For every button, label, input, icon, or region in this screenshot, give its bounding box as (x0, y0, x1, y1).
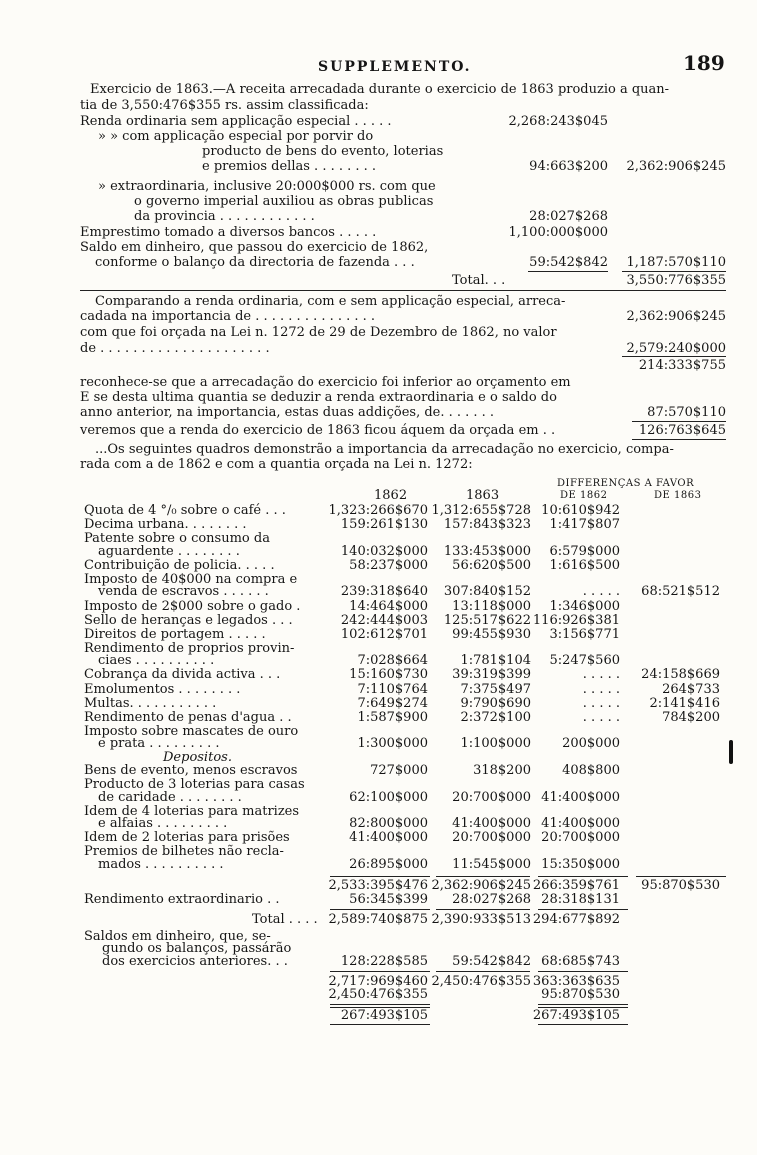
table-cell-b: 1:100$000 (460, 736, 531, 752)
table-cell-a: 7:028$664 (357, 653, 428, 669)
table-head-1862: 1862 (374, 488, 408, 503)
table-cell-c: . . . . . (582, 681, 620, 697)
table-row-label: dos exercicios anteriores. . . (102, 953, 288, 969)
tables-intro-line-1: ...Os seguintes quadros demonstrão a importancia da arrecadação no exercicio, compa- (95, 442, 674, 457)
table-cell-a: 7:649$274 (357, 695, 428, 711)
table-cell-a: 15:160$730 (349, 667, 428, 683)
table-cell-c: . . . . . (582, 695, 620, 711)
table-row-label: Rendimento de proprios provin- (84, 640, 295, 656)
table-cell-b: 20:700$000 (452, 830, 531, 846)
table-cell-b: 1,312:655$728 (431, 503, 531, 518)
table-row-label: Direitos de portagem . . . . . (84, 626, 266, 642)
table-cell-c: 41:400$000 (541, 789, 620, 805)
comparison-collected-value: 2,362:906$245 (626, 309, 726, 324)
receipt-ordinary-subtotal: 2,362:906$245 (626, 159, 726, 174)
table-row-label: Idem de 4 loterias para matrizes (84, 803, 300, 819)
table-cell-b: 99:455$930 (452, 626, 531, 642)
comparison-line-6: E se desta ultima quantia se deduzir a renda extraordinaria e o saldo do (80, 390, 557, 405)
receipt-balance-label-2: conforme o balanço da directoria de fazenda . . . (95, 255, 415, 270)
table-cell-b: 1:781$104 (460, 653, 531, 669)
table-cell-c: 95:870$530 (541, 986, 620, 1002)
table-cell-d: 784$200 (662, 709, 720, 725)
table-cell-b: 41:400$000 (452, 816, 531, 832)
intro-line-2: tia de 3,550:476$355 rs. assim classificada: (80, 98, 369, 113)
rule (528, 271, 608, 272)
table-row-label: Multas. . . . . . . . . . . (84, 695, 217, 711)
table-row-label: Cobrança da divida activa . . . (84, 667, 281, 683)
table-cell-b: 318$200 (473, 762, 531, 778)
table-cell-c: 1:616$500 (549, 557, 620, 573)
table-row-label: Producto de 3 loterias para casas (84, 777, 305, 792)
table-cell-a: 1:300$000 (357, 736, 428, 752)
table-cell-c: 1:417$807 (549, 517, 620, 533)
table-cell-a: 56:345$399 (349, 891, 428, 907)
table-cell-b: 56:620$500 (452, 557, 531, 573)
table-row-label: Premios de bilhetes não recla- (84, 844, 284, 860)
table-row-label: Imposto sobre mascates de ouro (84, 723, 299, 739)
table-row-label: Saldos em dinheiro, que, se- (84, 928, 271, 944)
table-row-label: Bens de evento, menos escravos (84, 762, 298, 778)
table-cell-c: 68:685$743 (541, 953, 620, 969)
comparison-line-4: de . . . . . . . . . . . . . . . . . . . . . (80, 341, 270, 356)
table-row-label: ciaes . . . . . . . . . . (98, 653, 215, 669)
receipt-extra-subtotal: 1,187:570$110 (626, 255, 726, 270)
table-cell-b: 133:453$000 (443, 543, 531, 559)
table-total-label: Total . . . . (252, 911, 318, 927)
receipt-ordinary-label: Renda ordinaria sem applicação especial . . . . . (80, 114, 392, 129)
table-cell-a: 2,533:395$476 (328, 877, 428, 893)
table-row-label: gundo os balanços, passárão (102, 941, 292, 957)
tables-intro-line-2: rada com a de 1862 e com a quantia orçada na Lei n. 1272: (80, 457, 473, 472)
table-row-label: e prata . . . . . . . . . (98, 736, 220, 752)
table-row-label: mados . . . . . . . . . . (98, 856, 224, 872)
running-head: SUPPLEMENTO. (318, 59, 472, 75)
intro-line-1: Exercicio de 1863.—A receita arrecadada durante o exercicio de 1863 produzio a quan- (90, 82, 670, 97)
table-cell-a: 2,589:740$875 (328, 911, 428, 927)
table-row-label: venda de escravos . . . . . . (98, 584, 269, 600)
table-cell-b: 307:840$152 (443, 584, 531, 600)
table-cell-b: 59:542$842 (452, 953, 531, 969)
receipt-special-label-2: producto de bens do evento, loterias (202, 144, 444, 159)
table-rule (330, 909, 430, 910)
table-cell-b: 9:790$690 (460, 695, 531, 711)
comparison-budget-value: 2,579:240$000 (626, 341, 726, 356)
margin-ink-mark (729, 740, 733, 764)
table-cell-c: 28:318$131 (541, 891, 620, 907)
comparison-additions-value: 87:570$110 (647, 405, 726, 420)
table-cell-d: 95:870$530 (641, 877, 720, 893)
table-rule (538, 1024, 628, 1025)
table-row-label: de caridade . . . . . . . . (98, 789, 242, 805)
table-cell-a: 1,323:266$670 (328, 503, 428, 518)
table-cell-a: 82:800$000 (349, 816, 428, 832)
table-cell-a: 239:318$640 (340, 584, 428, 600)
table-cell-c: 41:400$000 (541, 816, 620, 832)
receipt-extra-label-2: o governo imperial auxiliou as obras publicas (134, 194, 434, 209)
table-section-label: Depositos. (163, 750, 232, 766)
table-cell-c: 363:363$635 (532, 973, 620, 989)
table-row-label: Quota de 4 °/₀ sobre o café . . . (84, 503, 286, 518)
table-cell-c: 5:247$560 (549, 653, 620, 669)
table-cell-c: 10:610$942 (541, 503, 620, 518)
comparison-line-1: Comparando a renda ordinaria, com e sem applicação especial, arreca- (95, 294, 566, 309)
table-row-label: Imposto de 40$000 na compra e (84, 571, 298, 587)
table-cell-a: 26:895$000 (349, 856, 428, 872)
table-cell-c: . . . . . (582, 667, 620, 683)
table-cell-c: 20:700$000 (541, 830, 620, 846)
table-cell-b: 13:118$000 (452, 598, 531, 614)
table-rule (436, 971, 530, 972)
table-cell-b: 28:027$268 (452, 891, 531, 907)
table-row-label: Rendimento de penas d'agua . . (84, 709, 292, 725)
table-cell-c: . . . . . (582, 709, 620, 725)
table-cell-a: 267:493$105 (340, 1007, 428, 1023)
table-cell-a: 128:228$585 (340, 953, 428, 969)
table-cell-a: 1:587$900 (357, 709, 428, 725)
table-row-label: Sello de heranças e legados . . . (84, 612, 293, 628)
table-cell-a: 159:261$130 (340, 517, 428, 533)
table-cell-c: . . . . . (582, 584, 620, 600)
receipt-balance-label-1: Saldo em dinheiro, que passou do exercicio de 1862, (80, 240, 429, 255)
table-cell-b: 2,450:476$355 (431, 973, 531, 989)
table-rule (330, 971, 430, 972)
table-cell-c: 1:346$000 (549, 598, 620, 614)
table-cell-b: 2:372$100 (460, 709, 531, 725)
table-cell-d: 264$733 (662, 681, 720, 697)
receipt-special-label-1: » » com applicação especial por porvir do (98, 129, 374, 144)
table-head-favor-1863: DE 1863 (654, 490, 702, 501)
receipt-total-label: Total. . . (452, 273, 506, 288)
table-cell-d: 68:521$512 (641, 584, 720, 600)
receipt-extra-label-1: » extraordinaria, inclusive 20:000$000 rs. com que (98, 179, 436, 194)
table-rule (436, 909, 530, 910)
receipt-ordinary-value: 2,268:243$045 (508, 114, 608, 129)
table-rule (538, 909, 628, 910)
table-head-1863: 1863 (466, 488, 500, 503)
receipt-loan-value: 1,100:000$000 (508, 225, 608, 240)
table-rule (538, 876, 628, 877)
table-cell-b: 125:517$622 (443, 612, 531, 628)
table-cell-c: 116:926$381 (532, 612, 620, 628)
table-cell-b: 2,362:906$245 (431, 877, 531, 893)
table-cell-b: 7:375$497 (460, 681, 531, 697)
table-row-label: Decima urbana. . . . . . . . (84, 517, 247, 533)
table-row-label: Emolumentos . . . . . . . . (84, 681, 241, 697)
receipt-loan-label: Emprestimo tomado a diversos bancos . . . . . (80, 225, 377, 240)
table-cell-b: 39:319$399 (452, 667, 531, 683)
table-cell-c: 408$800 (562, 762, 620, 778)
table-cell-b: 20:700$000 (452, 789, 531, 805)
comparison-line-2: cadada na importancia de . . . . . . . . . . . . . . . (80, 309, 376, 324)
table-row-label: e alfaias . . . . . . . . . (98, 816, 228, 832)
table-cell-c: 294:677$892 (532, 911, 620, 927)
table-row-label: Imposto de 2$000 sobre o gado . (84, 598, 301, 614)
table-cell-b: 157:843$323 (443, 517, 531, 533)
table-cell-a: 14:464$000 (349, 598, 428, 614)
table-cell-a: 727$000 (370, 762, 428, 778)
table-cell-a: 2,450:476$355 (328, 986, 428, 1002)
comparison-line-8: veremos que a renda do exercicio de 1863 ficou áquem da orçada em . . (80, 423, 556, 438)
rule (632, 439, 726, 440)
table-cell-c: 3:156$771 (549, 626, 620, 642)
rule (622, 356, 726, 357)
table-rule (538, 971, 628, 972)
table-rule (436, 876, 530, 877)
table-head-favor-1862: DE 1862 (560, 490, 608, 501)
table-cell-a: 242:444$003 (340, 612, 428, 628)
table-row-label: Contribuição de policia. . . . . (84, 557, 275, 573)
comparison-difference: 214:333$755 (638, 358, 726, 373)
receipt-extra-value: 28:027$268 (529, 209, 608, 224)
receipt-balance-value: 59:542$842 (529, 255, 608, 270)
table-row-label: Patente sobre o consumo da (84, 531, 270, 547)
table-cell-c: 200$000 (562, 736, 620, 752)
table-rule (330, 1024, 430, 1025)
receipt-special-label-3: e premios dellas . . . . . . . . (202, 159, 377, 174)
comparison-line-7: anno anterior, na importancia, estas duas addições, de. . . . . . . (80, 405, 495, 420)
table-cell-d: 24:158$669 (641, 667, 720, 683)
table-cell-c: 266:359$761 (532, 877, 620, 893)
table-cell-b: 11:545$000 (452, 856, 531, 872)
table-cell-b: 2,390:933$513 (431, 911, 531, 927)
rule (622, 271, 726, 272)
table-rule (636, 876, 726, 877)
table-cell-a: 41:400$000 (349, 830, 428, 846)
table-head-differences: DIFFERENÇAS A FAVOR (557, 478, 695, 489)
rule (80, 290, 726, 291)
table-cell-c: 15:350$000 (541, 856, 620, 872)
comparison-shortfall-value: 126:763$645 (638, 423, 726, 438)
receipt-extra-label-3: da provincia . . . . . . . . . . . . (134, 209, 315, 224)
table-row-label: aguardente . . . . . . . . (98, 543, 240, 559)
table-cell-a: 102:612$701 (340, 626, 428, 642)
table-cell-c: 6:579$000 (549, 543, 620, 559)
table-cell-a: 2,717:969$460 (328, 973, 428, 989)
receipt-special-value: 94:663$200 (529, 159, 608, 174)
comparison-line-3: com que foi orçada na Lei n. 1272 de 29 de Dezembro de 1862, no valor (80, 325, 557, 340)
table-row-label: Rendimento extraordinario . . (84, 891, 280, 907)
table-cell-d: 2:141$416 (649, 695, 720, 711)
table-rule (330, 876, 430, 877)
table-cell-a: 140:032$000 (340, 543, 428, 559)
table-cell-a: 58:237$000 (349, 557, 428, 573)
receipt-total-value: 3,550:776$355 (626, 273, 726, 288)
rule (632, 421, 726, 422)
table-cell-c: 267:493$105 (532, 1007, 620, 1023)
table-cell-a: 7:110$764 (357, 681, 428, 697)
comparison-line-5: reconhece-se que a arrecadação do exercicio foi inferior ao orçamento em (80, 375, 571, 390)
page-number: 189 (683, 51, 725, 75)
table-row-label: Idem de 2 loterias para prisões (84, 830, 290, 846)
table-cell-a: 62:100$000 (349, 789, 428, 805)
